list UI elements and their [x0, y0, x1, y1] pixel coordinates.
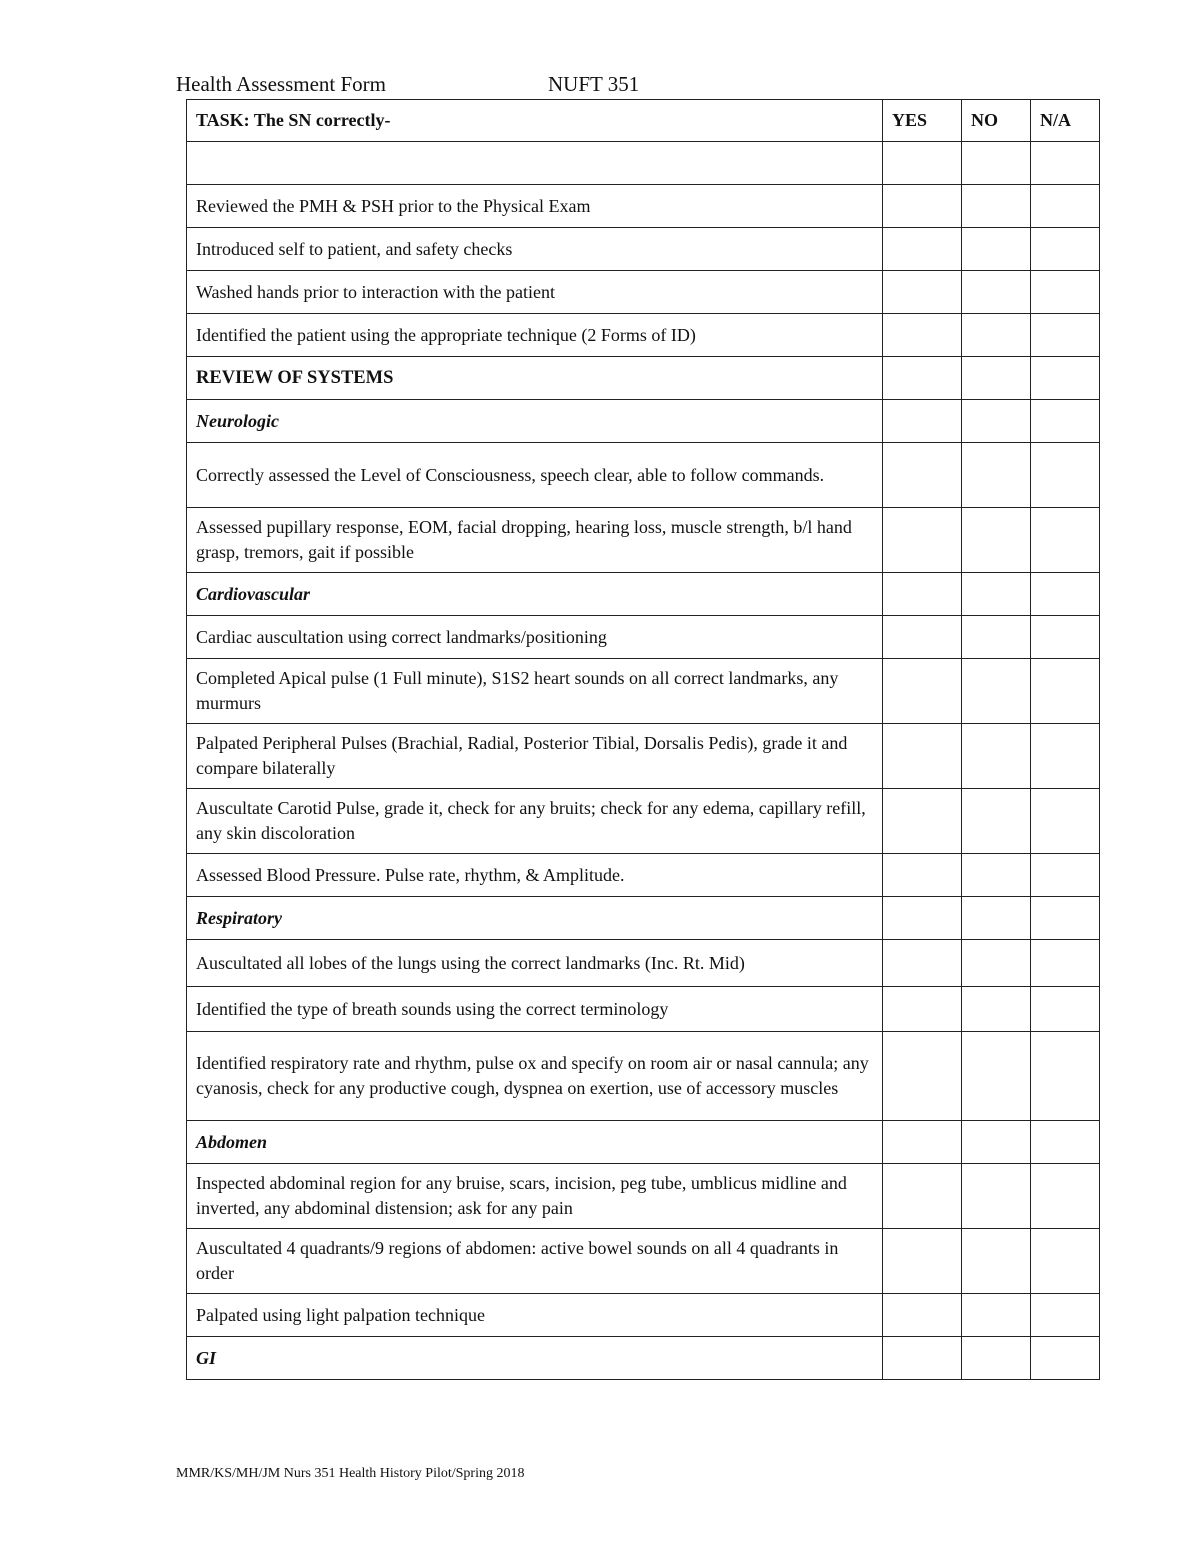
- na-check-cell: [1031, 357, 1100, 400]
- no-check-cell[interactable]: [962, 940, 1031, 987]
- na-check-cell[interactable]: [1031, 185, 1100, 228]
- yes-check-cell[interactable]: [883, 1032, 962, 1121]
- task-cell: Cardiac auscultation using correct landmarks/positioning: [187, 616, 883, 659]
- table-row: [187, 271, 1100, 314]
- na-check-cell[interactable]: [1031, 142, 1100, 185]
- table-row: [187, 142, 1100, 185]
- no-check-cell[interactable]: [962, 724, 1031, 789]
- yes-check-cell: [883, 897, 962, 940]
- table-row: [187, 854, 1100, 897]
- na-check-cell[interactable]: [1031, 1032, 1100, 1121]
- task-cell: Reviewed the PMH & PSH prior to the Physical Exam: [187, 185, 883, 228]
- task-cell: Identified the patient using the appropriate technique (2 Forms of ID): [187, 314, 883, 357]
- na-check-cell[interactable]: [1031, 1229, 1100, 1294]
- no-check-cell: [962, 573, 1031, 616]
- no-check-cell: [962, 357, 1031, 400]
- table-row: [187, 314, 1100, 357]
- task-cell: Assessed pupillary response, EOM, facial dropping, hearing loss, muscle strength, b/l hand grasp, tremors, gait if possible: [187, 508, 883, 573]
- subheading-row: [187, 1337, 1100, 1380]
- subheading-row: [187, 897, 1100, 940]
- task-cell: Washed hands prior to interaction with the patient: [187, 271, 883, 314]
- yes-check-cell[interactable]: [883, 940, 962, 987]
- no-check-cell[interactable]: [962, 854, 1031, 897]
- task-cell: Identified the type of breath sounds using the correct terminology: [187, 987, 883, 1032]
- subheading-gi: GI: [187, 1337, 883, 1380]
- yes-check-cell: [883, 357, 962, 400]
- yes-check-cell: [883, 1121, 962, 1164]
- na-check-cell[interactable]: [1031, 508, 1100, 573]
- yes-check-cell[interactable]: [883, 789, 962, 854]
- table-header-row: [187, 100, 1100, 142]
- subheading-row: [187, 1121, 1100, 1164]
- na-check-cell: [1031, 400, 1100, 443]
- task-cell: Palpated using light palpation technique: [187, 1294, 883, 1337]
- table-row: [187, 228, 1100, 271]
- table-row: [187, 508, 1100, 573]
- no-check-cell[interactable]: [962, 314, 1031, 357]
- task-cell: Palpated Peripheral Pulses (Brachial, Radial, Posterior Tibial, Dorsalis Pedis), grade it and compare bilaterally: [187, 724, 883, 789]
- subheading-neurologic: Neurologic: [187, 400, 883, 443]
- na-check-cell[interactable]: [1031, 271, 1100, 314]
- yes-check-cell[interactable]: [883, 271, 962, 314]
- no-check-cell[interactable]: [962, 443, 1031, 508]
- na-check-cell[interactable]: [1031, 443, 1100, 508]
- yes-check-cell: [883, 1337, 962, 1380]
- no-check-cell[interactable]: [962, 142, 1031, 185]
- column-header-na: N/A: [1031, 100, 1100, 142]
- yes-check-cell[interactable]: [883, 1164, 962, 1229]
- na-check-cell[interactable]: [1031, 314, 1100, 357]
- task-cell: Correctly assessed the Level of Consciousness, speech clear, able to follow commands.: [187, 443, 883, 508]
- column-header-yes: YES: [883, 100, 962, 142]
- table-row: [187, 659, 1100, 724]
- table-row: [187, 616, 1100, 659]
- no-check-cell[interactable]: [962, 789, 1031, 854]
- table-row: [187, 987, 1100, 1032]
- yes-check-cell[interactable]: [883, 616, 962, 659]
- yes-check-cell[interactable]: [883, 142, 962, 185]
- yes-check-cell: [883, 573, 962, 616]
- table-row: [187, 724, 1100, 789]
- table-row: [187, 1229, 1100, 1294]
- no-check-cell[interactable]: [962, 508, 1031, 573]
- form-title: Health Assessment Form: [176, 72, 386, 96]
- na-check-cell[interactable]: [1031, 789, 1100, 854]
- na-check-cell: [1031, 1121, 1100, 1164]
- yes-check-cell[interactable]: [883, 854, 962, 897]
- na-check-cell: [1031, 573, 1100, 616]
- section-title: REVIEW OF SYSTEMS: [187, 357, 883, 400]
- no-check-cell[interactable]: [962, 616, 1031, 659]
- yes-check-cell: [883, 400, 962, 443]
- no-check-cell: [962, 897, 1031, 940]
- yes-check-cell[interactable]: [883, 1294, 962, 1337]
- no-check-cell: [962, 1121, 1031, 1164]
- subheading-cardiovascular: Cardiovascular: [187, 573, 883, 616]
- na-check-cell[interactable]: [1031, 940, 1100, 987]
- na-check-cell[interactable]: [1031, 854, 1100, 897]
- no-check-cell[interactable]: [962, 228, 1031, 271]
- table-row: [187, 940, 1100, 987]
- na-check-cell[interactable]: [1031, 228, 1100, 271]
- column-header-task: TASK: The SN correctly-: [187, 100, 883, 142]
- course-code: NUFT 351: [548, 72, 640, 96]
- table-row: [187, 789, 1100, 854]
- no-check-cell: [962, 1337, 1031, 1380]
- task-cell: Inspected abdominal region for any bruise, scars, incision, peg tube, umblicus midline and inverted, any abdominal distension; ask for any pain: [187, 1164, 883, 1229]
- section-row: [187, 357, 1100, 400]
- no-check-cell[interactable]: [962, 1294, 1031, 1337]
- no-check-cell[interactable]: [962, 659, 1031, 724]
- no-check-cell[interactable]: [962, 185, 1031, 228]
- table-row: [187, 1032, 1100, 1121]
- na-check-cell[interactable]: [1031, 724, 1100, 789]
- na-check-cell[interactable]: [1031, 987, 1100, 1032]
- na-check-cell: [1031, 897, 1100, 940]
- yes-check-cell[interactable]: [883, 228, 962, 271]
- task-cell: Introduced self to patient, and safety checks: [187, 228, 883, 271]
- task-cell: [187, 142, 883, 185]
- yes-check-cell[interactable]: [883, 314, 962, 357]
- subheading-row: [187, 573, 1100, 616]
- na-check-cell: [1031, 1337, 1100, 1380]
- table-row: [187, 443, 1100, 508]
- na-check-cell[interactable]: [1031, 1294, 1100, 1337]
- task-cell: Assessed Blood Pressure. Pulse rate, rhythm, & Amplitude.: [187, 854, 883, 897]
- subheading-respiratory: Respiratory: [187, 897, 883, 940]
- na-check-cell[interactable]: [1031, 616, 1100, 659]
- task-cell: Auscultated 4 quadrants/9 regions of abdomen: active bowel sounds on all 4 quadrants in order: [187, 1229, 883, 1294]
- no-check-cell[interactable]: [962, 271, 1031, 314]
- table-row: [187, 1164, 1100, 1229]
- yes-check-cell[interactable]: [883, 1229, 962, 1294]
- yes-check-cell[interactable]: [883, 659, 962, 724]
- na-check-cell[interactable]: [1031, 1164, 1100, 1229]
- footer-note: MMR/KS/MH/JM Nurs 351 Health History Pilot/Spring 2018: [176, 1466, 525, 1481]
- yes-check-cell[interactable]: [883, 724, 962, 789]
- subheading-abdomen: Abdomen: [187, 1121, 883, 1164]
- no-check-cell[interactable]: [962, 1229, 1031, 1294]
- task-cell: Identified respiratory rate and rhythm, pulse ox and specify on room air or nasal cannula; any cyanosis, check for any productive cough, dyspnea on exertion, use of accessory muscles: [187, 1032, 883, 1121]
- na-check-cell[interactable]: [1031, 659, 1100, 724]
- task-cell: Auscultate Carotid Pulse, grade it, check for any bruits; check for any edema, capillary refill, any skin discoloration: [187, 789, 883, 854]
- yes-check-cell[interactable]: [883, 443, 962, 508]
- no-check-cell[interactable]: [962, 1164, 1031, 1229]
- yes-check-cell[interactable]: [883, 508, 962, 573]
- no-check-cell[interactable]: [962, 1032, 1031, 1121]
- no-check-cell: [962, 400, 1031, 443]
- subheading-row: [187, 400, 1100, 443]
- assessment-checklist-table: [186, 99, 1100, 1380]
- table-row: [187, 1294, 1100, 1337]
- yes-check-cell[interactable]: [883, 987, 962, 1032]
- task-cell: Completed Apical pulse (1 Full minute), S1S2 heart sounds on all correct landmarks, any murmurs: [187, 659, 883, 724]
- table-row: [187, 185, 1100, 228]
- yes-check-cell[interactable]: [883, 185, 962, 228]
- no-check-cell[interactable]: [962, 987, 1031, 1032]
- column-header-no: NO: [962, 100, 1031, 142]
- task-cell: Auscultated all lobes of the lungs using the correct landmarks (Inc. Rt. Mid): [187, 940, 883, 987]
